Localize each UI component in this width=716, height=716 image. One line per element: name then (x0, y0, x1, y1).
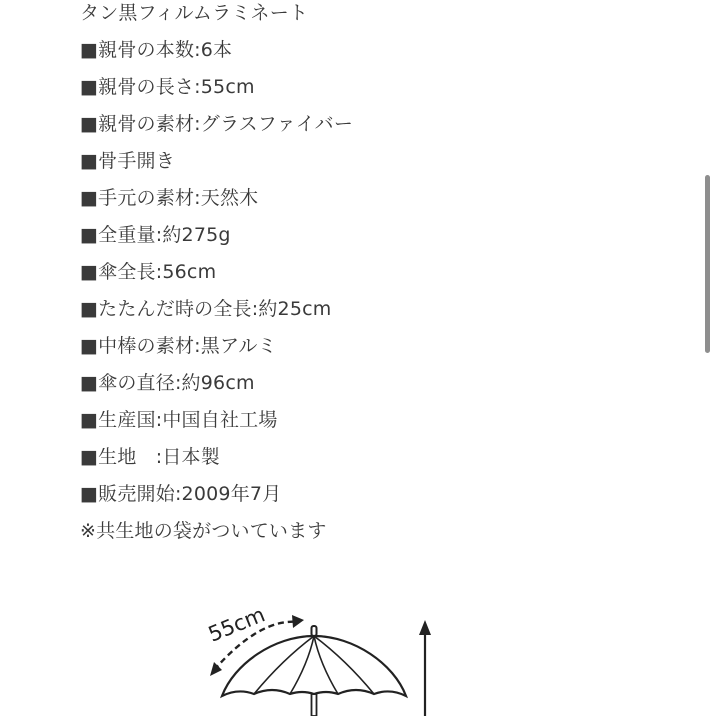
scrollbar-thumb[interactable] (705, 175, 710, 353)
spec-line-folded-length: ■たたんだ時の全長:約25cm (80, 298, 332, 320)
umbrella-diagram (190, 590, 450, 716)
arrowhead-up-icon (419, 620, 431, 635)
spec-line-rib-length: ■親骨の長さ:55cm (80, 76, 255, 98)
spec-line-country: ■生産国:中国自社工場 (80, 409, 278, 431)
spec-line-shaft-material: ■中棒の素材:黒アルミ (80, 335, 277, 357)
spec-line-release-date: ■販売開始:2009年7月 (80, 483, 282, 505)
umbrella-tip (312, 626, 317, 636)
spec-line-rib-count: ■親骨の本数:6本 (80, 39, 233, 61)
umbrella-icon (190, 590, 450, 716)
umbrella-shaft (312, 694, 317, 716)
arrowhead-left-icon (210, 662, 222, 676)
arrowhead-right-icon (292, 615, 304, 628)
rib-length-label: 55cm (204, 602, 269, 647)
spec-line-total-length: ■傘全長:56cm (80, 261, 217, 283)
spec-line-bag-note: ※共生地の袋がついています (80, 520, 327, 542)
spec-line-handle-material: ■手元の素材:天然木 (80, 187, 259, 209)
spec-line-fabric: タン黒フィルムラミネート (80, 2, 309, 24)
spec-line-rib-material: ■親骨の素材:グラスファイバー (80, 113, 354, 135)
spec-line-manual-open: ■骨手開き (80, 150, 175, 172)
umbrella-canopy (222, 636, 406, 696)
spec-line-diameter: ■傘の直径:約96cm (80, 372, 255, 394)
spec-line-total-weight: ■全重量:約275g (80, 224, 231, 246)
spec-line-cloth-origin: ■生地 :日本製 (80, 446, 220, 468)
